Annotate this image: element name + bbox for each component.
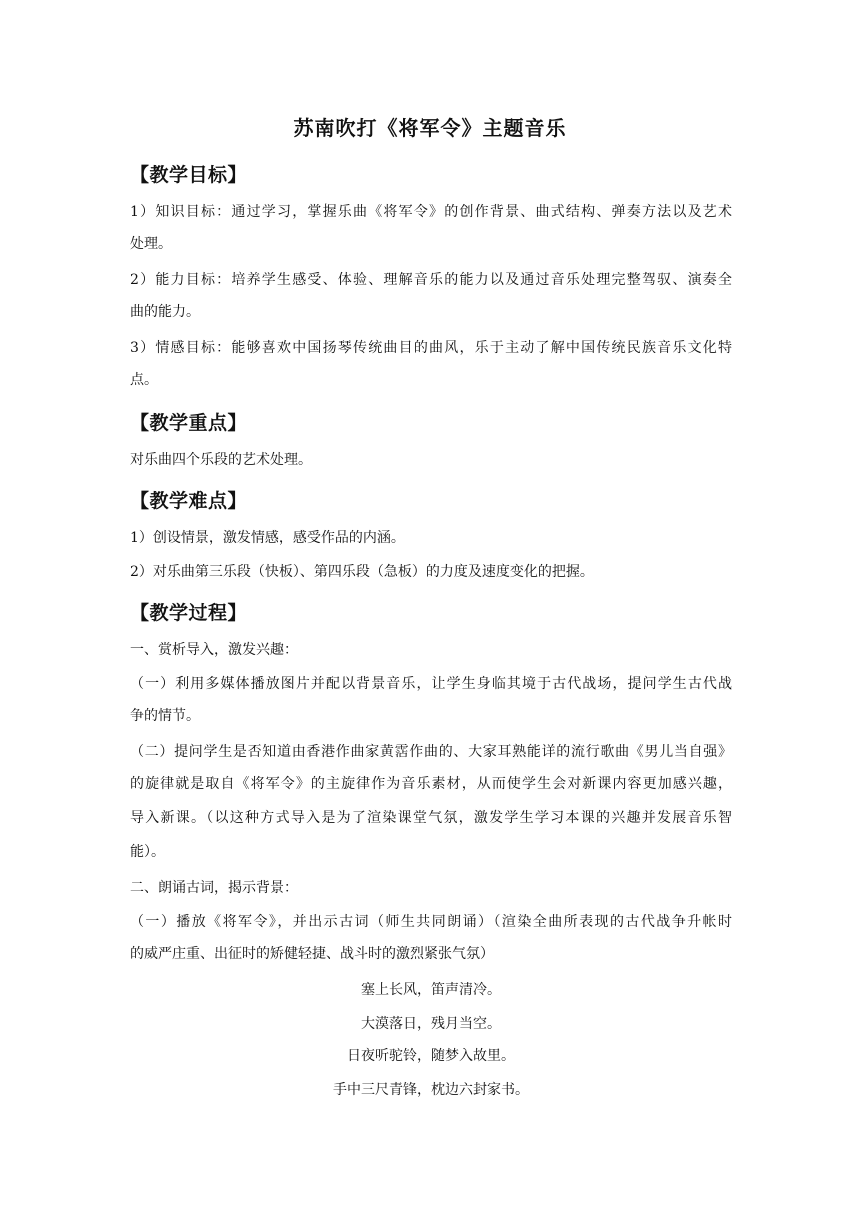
difficulty-line-2: 2）对乐曲第三乐段（快板）、第四乐段（急板）的力度及速度变化的把握。 — [130, 564, 594, 580]
heading-difficulties: 【教学难点】 — [130, 490, 248, 512]
document-title: 苏南吹打《将军令》主题音乐 — [293, 116, 567, 140]
objective-ability-line-2: 曲的能力。 — [130, 304, 200, 320]
process-step-2a-line-1: （一）播放《将军令》，并出示古词（师生共同朗诵）（渲染全曲所表现的古代战争升帐时 — [130, 914, 732, 930]
process-step-2a-line-2: 的威严庄重、出征时的矫健轻捷、战斗时的激烈紧张气氛） — [130, 946, 494, 962]
heading-teaching-process: 【教学过程】 — [130, 602, 248, 624]
objective-emotion-line-2: 点。 — [130, 372, 158, 388]
heading-key-points: 【教学重点】 — [130, 412, 248, 434]
process-step-1b-line-4: 能）。 — [130, 844, 165, 860]
process-step-1b-line-3: 导入新课。（以这种方式导入是为了渲染课堂气氛，激发学生学习本课的兴趣并发展音乐智 — [130, 810, 732, 826]
poem-line-3: 日夜听驼铃，随梦入故里。 — [347, 1048, 515, 1064]
objective-emotion-line-1: 3）情感目标：能够喜欢中国扬琴传统曲目的曲风，乐于主动了解中国传统民族音乐文化特 — [130, 340, 732, 356]
objective-knowledge-line-2: 处理。 — [130, 236, 172, 252]
poem-line-4: 手中三尺青锋，枕边六封家书。 — [333, 1082, 529, 1098]
objective-ability-line-1: 2）能力目标：培养学生感受、体验、理解音乐的能力以及通过音乐处理完整驾驭、演奏全 — [130, 272, 732, 288]
objective-knowledge-line-1: 1）知识目标：通过学习，掌握乐曲《将军令》的创作背景、曲式结构、弹奏方法以及艺术 — [130, 204, 732, 220]
difficulty-line-1: 1）创设情景，激发情感，感受作品的内涵。 — [130, 530, 405, 546]
process-step-1a-line-1: （一）利用多媒体播放图片并配以背景音乐，让学生身临其境于古代战场，提问学生古代战 — [130, 676, 732, 692]
poem-line-2: 大漠落日，残月当空。 — [361, 1016, 501, 1032]
process-step-1b-line-1: （二）提问学生是否知道由香港作曲家黄霑作曲的、大家耳熟能详的流行歌曲《男儿当自强》 — [130, 744, 732, 760]
heading-teaching-objectives: 【教学目标】 — [130, 164, 248, 186]
process-step-1b-line-2: 的旋律就是取自《将军令》的主旋律作为音乐素材，从而使学生会对新课内容更加感兴趣， — [130, 776, 732, 792]
key-point-line: 对乐曲四个乐段的艺术处理。 — [130, 452, 312, 468]
process-step-1-title: 一、赏析导入，激发兴趣： — [130, 642, 298, 658]
process-step-1a-line-2: 争的情节。 — [130, 708, 200, 724]
poem-line-1: 塞上长风，笛声清冷。 — [361, 982, 501, 998]
process-step-2-title: 二、朗诵古词，揭示背景： — [130, 880, 298, 896]
